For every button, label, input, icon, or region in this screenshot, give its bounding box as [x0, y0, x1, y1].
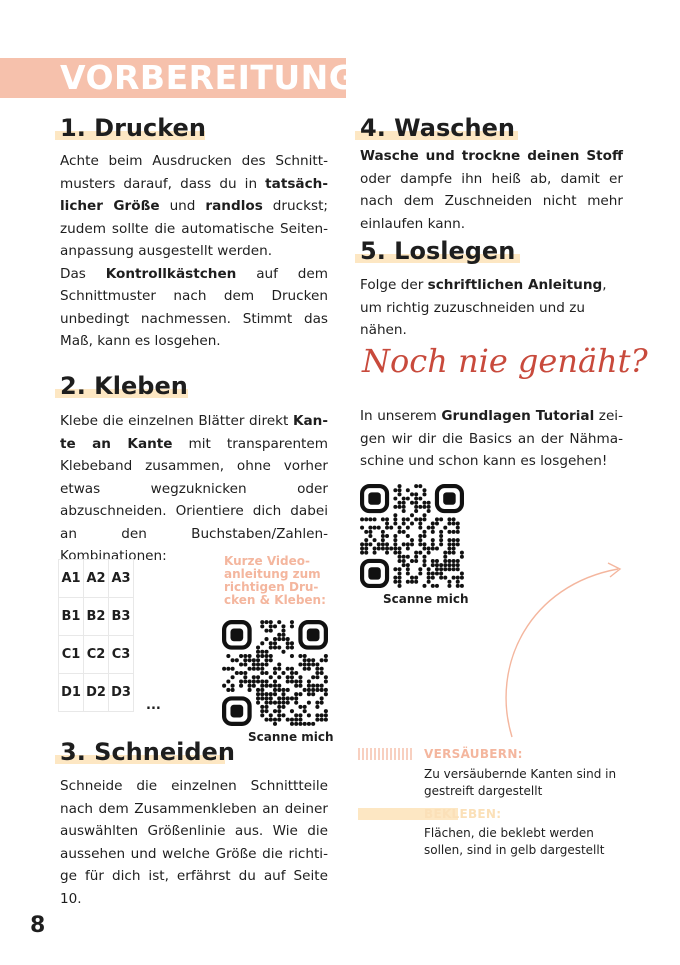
text-run: auf dem Schnittmuster nach dem Drucken unbedingt nachmessen. Stimmt das Maß, kann es losgehen. — [60, 265, 329, 349]
heading-drucken: 1. Drucken — [60, 114, 206, 142]
grid-cell: B3 — [109, 598, 134, 636]
grid-cell: C2 — [84, 636, 109, 674]
page-banner-title: VORBEREITUNG — [60, 58, 357, 97]
grid-cell: A2 — [84, 560, 109, 598]
text-run: druckst; zudem sollte die automatische Seitenanpassung ausgestellt werden. — [60, 198, 328, 259]
page-number: 8 — [30, 913, 46, 938]
text-run: Achte beim Ausdrucken des Schnittmusters darauf, dass du in — [60, 153, 328, 192]
text-bold: schriftlichen Anleitung — [427, 277, 603, 293]
grid-cell: D3 — [109, 674, 134, 712]
scan-label-tutorial: Scanne mich — [383, 592, 469, 606]
striped-swatch-icon — [358, 748, 416, 760]
curved-arrow-icon — [470, 555, 640, 745]
text-run: In unserem — [360, 408, 442, 424]
grid-cell: B1 — [59, 598, 84, 636]
grid-cell: D2 — [84, 674, 109, 712]
grid-cell: A3 — [109, 560, 134, 598]
heading-schneiden: 3. Schneiden — [60, 738, 235, 766]
grid-cell: C1 — [59, 636, 84, 674]
grid-cell: C3 — [109, 636, 134, 674]
text-bold: Wasche und trockne deinen Stoff — [360, 148, 623, 164]
legend-text-versaeubern: Zu versäubernde Kanten sind in gestreift dargestellt — [424, 767, 617, 798]
legend-title-versaeubern: VERSÄUBERN: — [424, 747, 523, 761]
kleben-paragraph — [60, 410, 328, 568]
qr-code-tutorial[interactable] — [360, 484, 464, 588]
text-run: Folge der — [360, 277, 428, 293]
video-label: Kurze Video-anleitung zum richtigen Dru-cken & Kleben: — [224, 554, 326, 607]
script-heading: Noch nie genäht? — [362, 342, 648, 380]
grid-ellipsis: ... — [146, 698, 161, 713]
text-bold: Kontrollkästchen — [105, 265, 237, 282]
grid-cell: B2 — [84, 598, 109, 636]
text-run: Klebe die einzelnen Blätter direkt — [60, 413, 293, 429]
text-bold: randlos — [205, 198, 263, 214]
text-run: und — [159, 198, 206, 214]
heading-waschen: 4. Waschen — [360, 114, 515, 142]
heading-kleben: 2. Kleben — [60, 372, 188, 400]
text-run: mit transparentem Klebeband zusammen, ohne vorher etwas wegzuknicken oder abzuschneiden. Orientiere dich dabei an den Buchstaben/Zahlen-Kombinationen: — [60, 435, 328, 564]
legend-title-bekleben: BEKLEBEN: — [424, 807, 502, 821]
drucken-paragraph — [60, 150, 328, 353]
text-run: Das — [60, 265, 106, 282]
schneiden-paragraph: Schneide die einzelnen Schnittteile nach dem Zusammenkleben an deiner auswählten Größenlinie aus. Wie die aussehen und welche Größe die richtige für dich ist, erfährst du auf Seite 10. — [60, 778, 328, 907]
legend-text-bekleben: Flächen, die beklebt werden sollen, sind in gelb dargestellt — [424, 826, 605, 857]
qr-code-video[interactable] — [222, 620, 330, 726]
page-combination-grid — [58, 559, 134, 712]
scan-label-video: Scanne mich — [248, 730, 334, 744]
text-run: oder dampfe ihn heiß ab, damit er nach dem Zuschneiden nicht mehr einlaufen kann. — [360, 170, 623, 232]
text-bold: Grundlagen Tutorial — [441, 408, 595, 424]
grid-cell: A1 — [59, 560, 84, 598]
grid-cell: D1 — [59, 674, 84, 712]
heading-loslegen: 5. Loslegen — [360, 237, 516, 265]
loslegen-paragraph — [360, 274, 623, 342]
tutorial-paragraph — [360, 405, 623, 473]
text-run: zeigen wir dir die Basics an der Nähmaschine und schon kann es losgehen! — [360, 408, 623, 469]
text-bold: Kante an Kante — [60, 413, 328, 452]
text-bold: tatsächlicher Größe — [60, 175, 328, 214]
waschen-paragraph — [360, 145, 623, 235]
text-run: , um richtig zuzuschneiden und zu nähen. — [360, 277, 607, 338]
